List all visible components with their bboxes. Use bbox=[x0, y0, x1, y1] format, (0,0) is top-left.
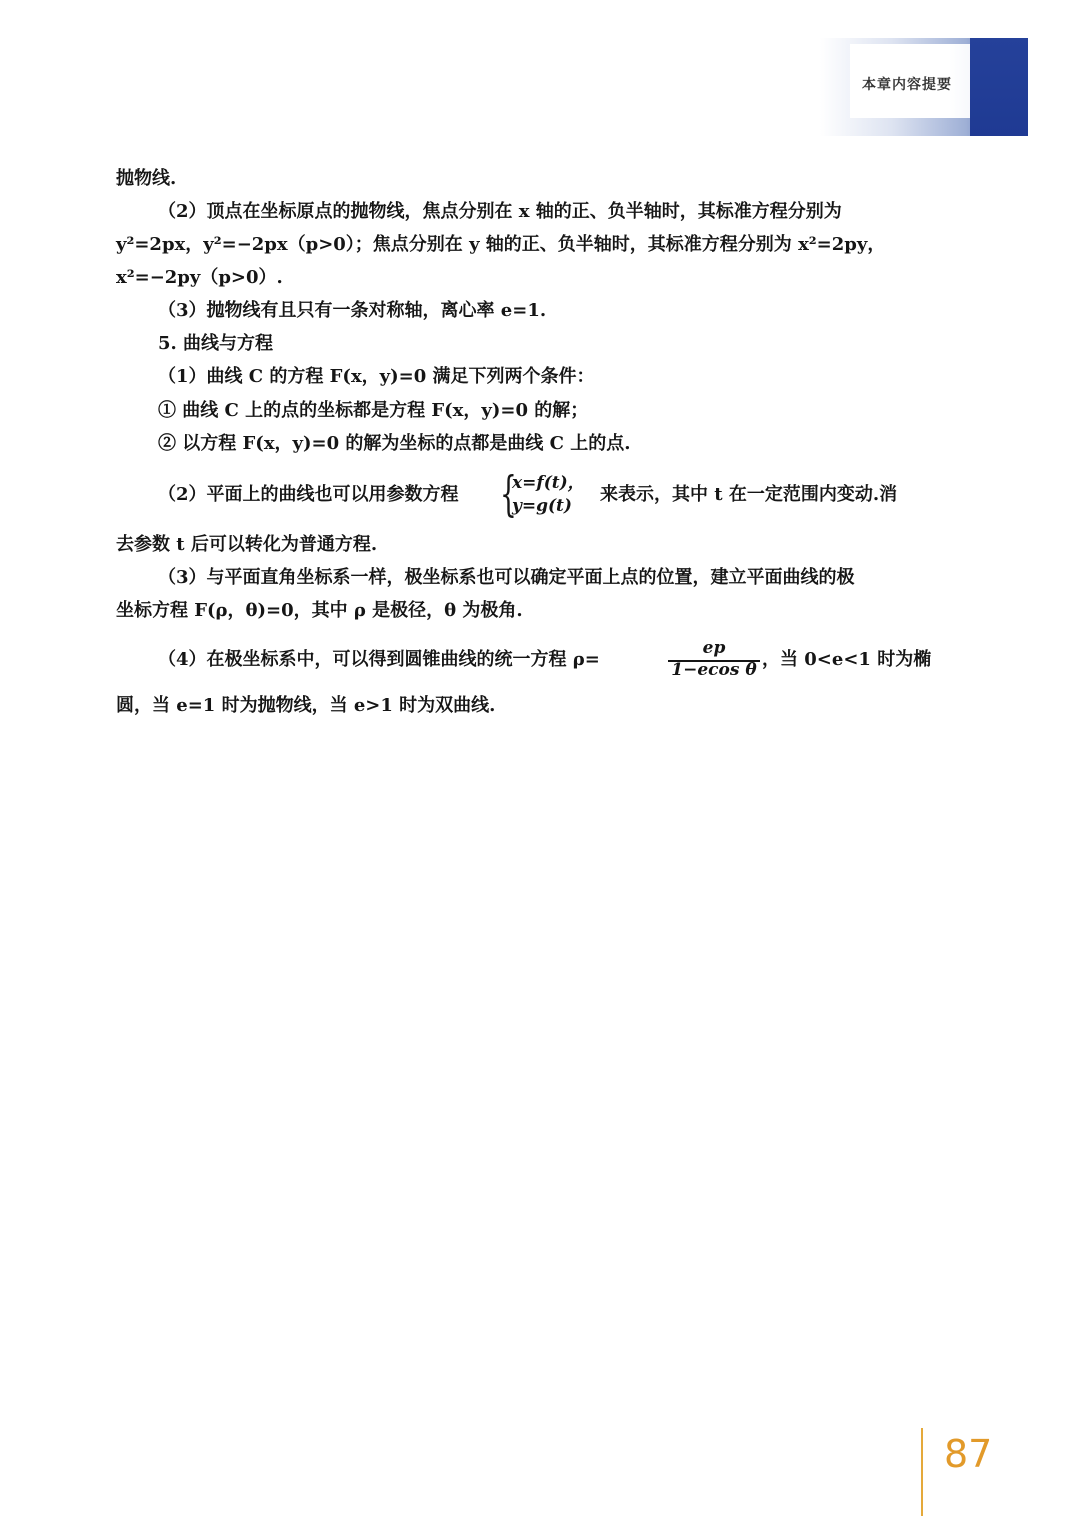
left-brace: { bbox=[500, 466, 517, 522]
text-line-8: ① 曲线 C 上的点的坐标都是方程 F(x，y)=0 的解； bbox=[158, 400, 589, 421]
text-line-10a: （2）平面上的曲线也可以用参数方程 bbox=[158, 484, 459, 505]
fraction-denominator: 1−ecos θ bbox=[671, 660, 757, 680]
text-line-5: （3）抛物线有且只有一条对称轴，离心率 e=1. bbox=[158, 300, 547, 321]
conic-fraction bbox=[666, 638, 762, 680]
parametric-row-y: y=g(t) bbox=[512, 496, 572, 516]
text-line-4: x²=−2py（p>0）. bbox=[116, 267, 283, 288]
text-line-2: （2）顶点在坐标原点的抛物线，焦点分别在 x 轴的正、负半轴时，其标准方程分别为 bbox=[158, 201, 842, 222]
text-line-3: y²=2px，y²=−2px（p>0）；焦点分别在 y 轴的正、负半轴时，其标准方程分别为 x²=2py， bbox=[116, 234, 886, 255]
chapter-header-tab bbox=[820, 38, 1028, 136]
text-line-1: 抛物线. bbox=[116, 168, 177, 189]
text-line-9: ② 以方程 F(x，y)=0 的解为坐标的点都是曲线 C 上的点. bbox=[158, 433, 631, 454]
fraction-numerator: ep bbox=[702, 638, 726, 658]
text-line-11: 去参数 t 后可以转化为普通方程. bbox=[116, 534, 378, 555]
section-heading: 5. 曲线与方程 bbox=[158, 333, 274, 354]
page-number: 87 bbox=[944, 1432, 993, 1476]
text-line-14a: （4）在极坐标系中，可以得到圆锥曲线的统一方程 ρ= bbox=[158, 649, 600, 670]
text-line-12: （3）与平面直角坐标系一样，极坐标系也可以确定平面上点的位置，建立平面曲线的极 bbox=[158, 567, 855, 588]
parametric-row-x: x=f(t)， bbox=[512, 473, 585, 493]
section-title: 本章内容提要 bbox=[862, 77, 952, 93]
text-line-15: 圆，当 e=1 时为抛物线，当 e>1 时为双曲线. bbox=[116, 695, 496, 716]
text-line-13: 坐标方程 F(ρ，θ)=0，其中 ρ 是极径，θ 为极角. bbox=[116, 600, 523, 621]
text-line-14b: ，当 0<e<1 时为椭 bbox=[762, 649, 932, 670]
text-line-7: （1）曲线 C 的方程 F(x，y)=0 满足下列两个条件： bbox=[158, 366, 595, 387]
parametric-equation-system bbox=[500, 466, 600, 522]
page-number-rule bbox=[921, 1428, 923, 1516]
text-line-10b: 来表示，其中 t 在一定范围内变动.消 bbox=[600, 484, 898, 505]
